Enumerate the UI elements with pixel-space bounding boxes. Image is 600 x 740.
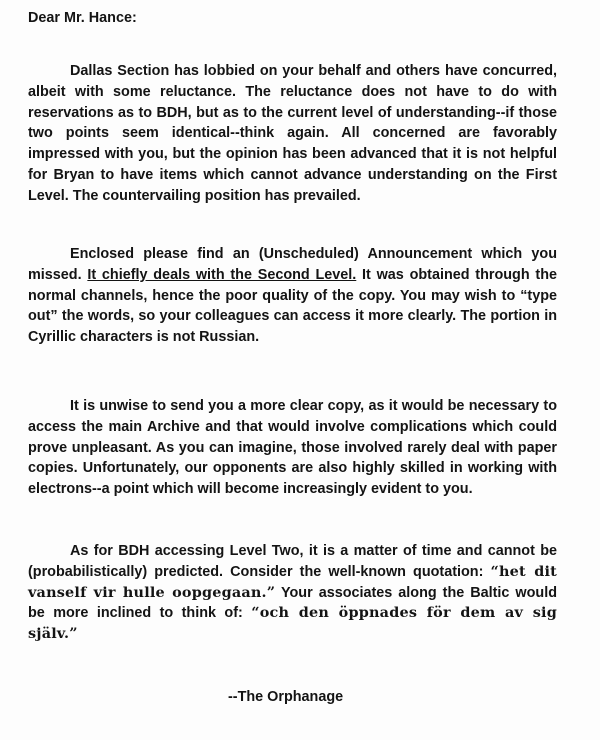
paragraph-announcement-text-start: Enclosed please find an (Unscheduled) Announcement which you missed.	[28, 246, 557, 283]
underlined-second-level-text: It chiefly deals with the Second Level.	[87, 266, 357, 283]
signature: --The Orphanage	[228, 689, 344, 705]
paragraph-level-two	[28, 541, 557, 645]
salutation: Dear Mr. Hance:	[28, 10, 137, 26]
paragraph-announcement-text-end: It was obtained through the normal channels, hence the poor quality of the copy. You may wish to “type out” the words, so your colleagues can access it more clearly. The portion in Cyrillic characters is not Russian.	[28, 266, 557, 346]
quotation-afrikaans: “het dit vanself vir hulle oopgegaan.”	[28, 562, 557, 601]
quotation-swedish: “och den öppnades för dem av sig själv.”	[28, 604, 557, 643]
paragraph-dallas-section: Dallas Section has lobbied on your behalf and others have concurred, albeit with some reluctance. The reluctance does not have to do with reservations as to BDH, but as to the current level of understanding--if those two points seem identical--think again. All concerned are favorably impressed with you, but the opinion has been advanced that it is not helpful for Bryan to have items which cannot advance understanding on the First Level. The countervailing position has prevailed.	[28, 63, 557, 204]
paragraph-level-two-text-middle: Your associates along the Baltic would be more inclined to think of:	[28, 584, 557, 622]
paragraph-announcement	[28, 244, 557, 348]
paragraph-archive: It is unwise to send you a more clear copy, as it would be necessary to access the main Archive and that would involve complications which could prove unpleasant. As you can imagine, those involved rarely deal with paper copies. Unfortunately, our opponents are also highly skilled in working with electrons--a point which will become increasingly evident to you.	[28, 398, 557, 498]
paragraph-level-two-text-start: As for BDH accessing Level Two, it is a matter of time and cannot be (probabilistically) predicted. Consider the well-known quotation:	[28, 543, 557, 580]
